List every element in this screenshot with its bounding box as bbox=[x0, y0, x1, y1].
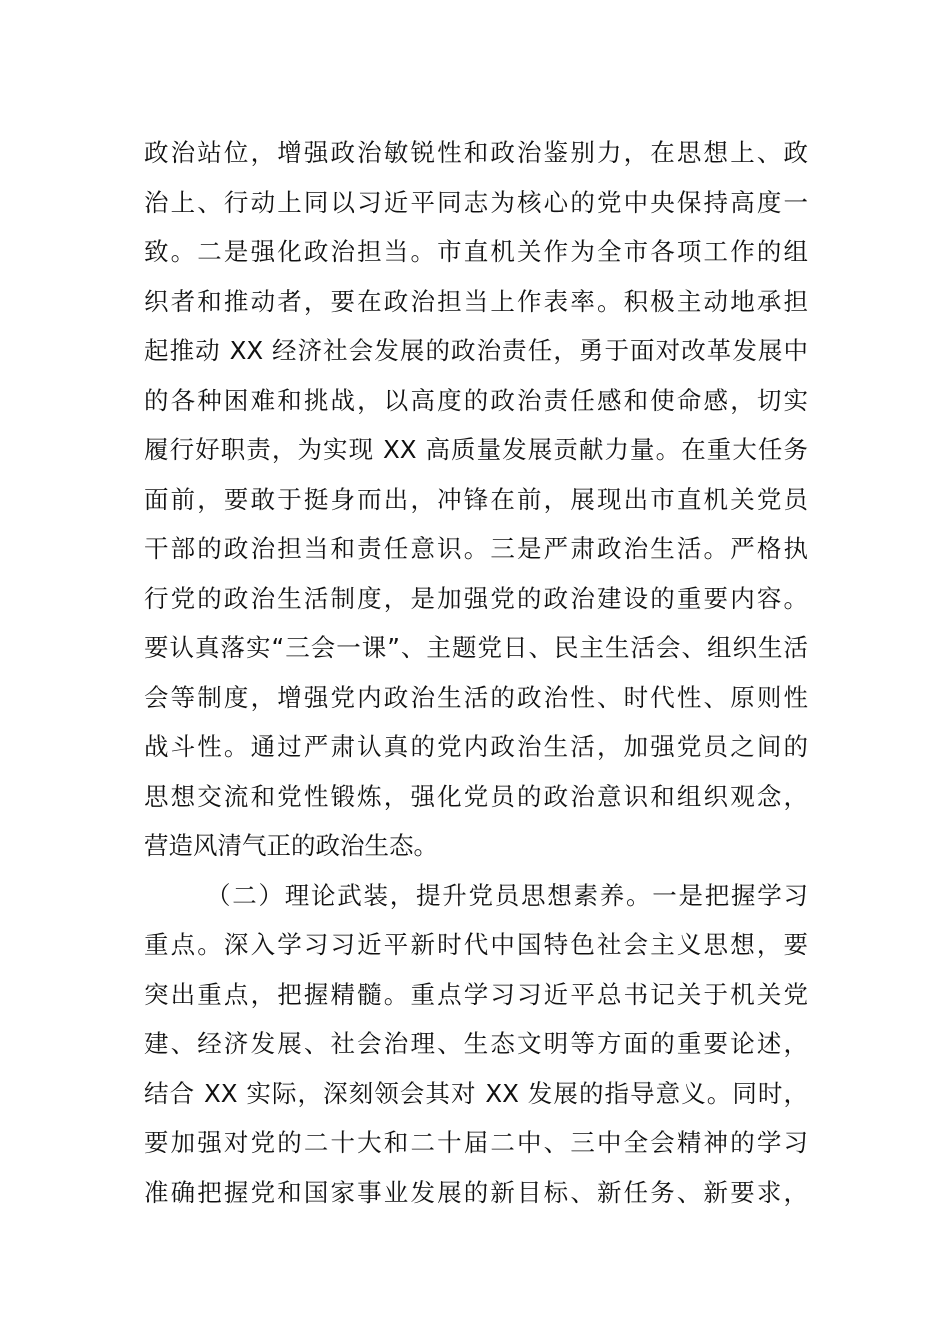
text-line: 行党的政治生活制度，是加强党的政治建设的重要内容。 bbox=[144, 583, 808, 613]
text-line: 的各种困难和挑战，以高度的政治责任感和使命感，切实 bbox=[144, 385, 808, 415]
text-line: 准确把握党和国家事业发展的新目标、新任务、新要求， bbox=[144, 1177, 808, 1207]
text-line: 政治站位，增强政治敏锐性和政治鉴别力，在思想上、政 bbox=[144, 138, 808, 167]
text-line: 建、经济发展、社会治理、生态文明等方面的重要论述， bbox=[144, 1029, 808, 1058]
text-line: 突出重点，把握精髓。重点学习习近平总书记关于机关党 bbox=[144, 979, 808, 1009]
text-line: 营造风清气正的政治生态。 bbox=[144, 831, 438, 860]
text-line: 治上、行动上同以习近平同志为核心的党中央保持高度一 bbox=[144, 187, 808, 217]
text-line: 面前，要敢于挺身而出，冲锋在前，展现出市直机关党员 bbox=[144, 484, 808, 514]
text-line: 履行好职责，为实现 XX 高质量发展贡献力量。在重大任务 bbox=[144, 435, 808, 464]
text-line: 干部的政治担当和责任意识。三是严肃政治生活。严格执 bbox=[144, 534, 808, 563]
text-line: 起推动 XX 经济社会发展的政治责任，勇于面对改革发展中 bbox=[144, 336, 808, 365]
text-line: 要加强对党的二十大和二十届二中、三中全会精神的学习 bbox=[144, 1128, 808, 1157]
text-line: 重点。深入学习习近平新时代中国特色社会主义思想，要 bbox=[144, 930, 808, 959]
text-line: 结合 XX 实际，深刻领会其对 XX 发展的指导意义。同时， bbox=[144, 1078, 808, 1108]
paragraph-first-line: （二）理论武装，提升党员思想素养。一是把握学习 bbox=[206, 880, 808, 910]
text-line: 会等制度，增强党内政治生活的政治性、时代性、原则性 bbox=[144, 682, 808, 712]
text-line: 致。二是强化政治担当。市直机关作为全市各项工作的组 bbox=[144, 237, 808, 266]
text-line: 思想交流和党性锻炼，强化党员的政治意识和组织观念， bbox=[144, 781, 808, 811]
body-text bbox=[144, 128, 808, 1217]
text-line: 战斗性。通过严肃认真的党内政治生活，加强党员之间的 bbox=[144, 732, 808, 761]
text-line: 织者和推动者，要在政治担当上作表率。积极主动地承担 bbox=[144, 286, 808, 316]
text-line: 要认真落实“三会一课”、主题党日、民主生活会、组织生活 bbox=[144, 633, 808, 662]
